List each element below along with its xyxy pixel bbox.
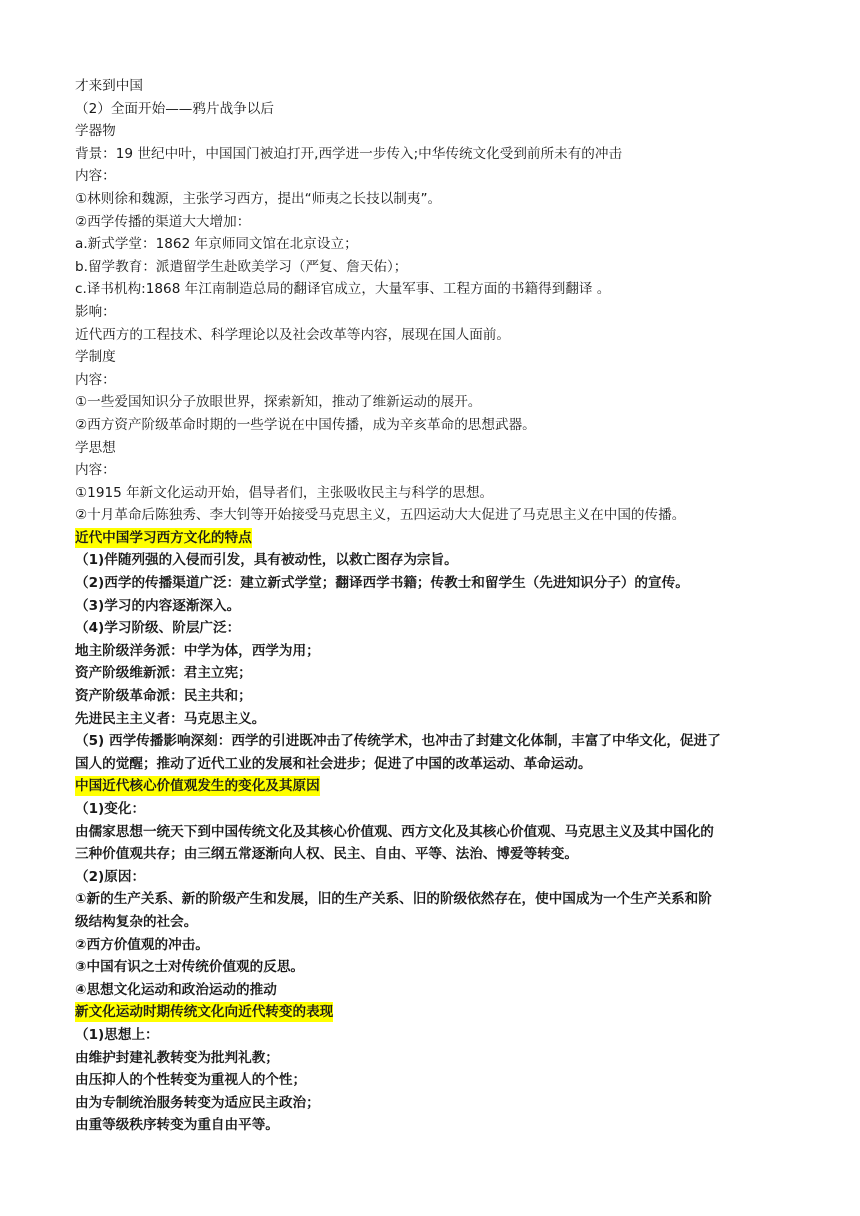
- text-line: [75, 798, 795, 821]
- text-line: [75, 391, 795, 414]
- text-line: [75, 301, 795, 324]
- text-line-content: 资产阶级革命派：民主共和；: [75, 688, 252, 705]
- text-line-content: （1)变化：: [75, 801, 146, 817]
- text-line: [75, 120, 795, 143]
- text-line-content: 影响：: [75, 303, 116, 320]
- text-line-content: （3)学习的内容逐渐深入。: [75, 597, 241, 614]
- text-line: [75, 278, 795, 301]
- text-line-content: 背景：19 世纪中叶，中国国门被迫打开,西学进一步传入;中华传统文化受到前所未有的冲击: [75, 145, 623, 162]
- text-line: [75, 640, 795, 663]
- text-line-content: 地主阶级洋务派：中学为体，西学为用；: [75, 642, 320, 659]
- text-line-content: 国人的觉醒；推动了近代工业的发展和社会进步；促进了中国的改革运动、革命运动。: [75, 755, 592, 772]
- section-heading-text: 新文化运动时期传统文化向近代转变的表现: [75, 1004, 334, 1021]
- text-line: [75, 617, 795, 640]
- text-line: [75, 1069, 795, 1092]
- text-line-content: 学制度: [75, 349, 116, 366]
- text-line: [75, 730, 795, 753]
- text-line-content: （5) 西学传播影响深刻：西学的引进既冲击了传统学术，也冲击了封建文化体制，丰富了中华文化，促进了: [75, 733, 721, 750]
- text-line: [75, 708, 795, 731]
- text-line: [75, 549, 795, 572]
- text-line: [75, 324, 795, 347]
- text-line: [75, 662, 795, 685]
- text-line: [75, 821, 795, 844]
- text-line: [75, 595, 795, 618]
- section-heading: [75, 527, 795, 550]
- text-line-content: （2)原因：: [75, 868, 146, 885]
- text-line-content: 级结构复杂的社会。: [75, 913, 198, 930]
- text-line-content: 内容：: [75, 371, 116, 388]
- text-line-content: b.留学教育：派遣留学生赴欧美学习（严复、詹天佑）；: [75, 258, 408, 275]
- text-line: [75, 979, 795, 1002]
- text-line: [75, 256, 795, 279]
- text-line-content: 学器物: [75, 123, 116, 140]
- text-line-content: （1)思想上：: [75, 1026, 159, 1043]
- text-line-content: 内容：: [75, 168, 116, 185]
- text-line-content: ①一些爱国知识分子放眼世界，探索新知，推动了维新运动的展开。: [75, 394, 482, 411]
- text-line: [75, 437, 795, 460]
- text-line: [75, 843, 795, 866]
- text-line-content: 内容：: [75, 462, 116, 479]
- text-line-content: 学思想: [75, 439, 116, 456]
- text-line-content: ④思想文化运动和政治运动的推动: [75, 981, 277, 998]
- text-line: [75, 866, 795, 889]
- text-line: [75, 233, 795, 256]
- text-line-content: ①林则徐和魏源，主张学习西方，提出“师夷之长技以制夷”。: [75, 190, 442, 207]
- text-line: [75, 934, 795, 957]
- text-line: [75, 143, 795, 166]
- text-line-content: （2)西学的传播渠道广泛：建立新式学堂；翻译西学书籍；传教士和留学生（先进知识分子）的宣传。: [75, 575, 689, 592]
- text-line-content: 先进民主主义者：马克思主义。: [75, 710, 266, 727]
- text-line-content: 近代西方的工程技术、科学理论以及社会改革等内容，展现在国人面前。: [75, 326, 510, 343]
- text-line: [75, 188, 795, 211]
- text-line: [75, 75, 795, 98]
- text-line-content: 由维护封建礼教转变为批判礼教；: [75, 1049, 279, 1066]
- text-line: [75, 911, 795, 934]
- text-line: [75, 165, 795, 188]
- text-line: [75, 459, 795, 482]
- text-line: [75, 685, 795, 708]
- text-line-content: （2）全面开始——鸦片战争以后: [75, 100, 274, 117]
- text-line-content: 三种价值观共存；由三纲五常逐渐向人权、民主、自由、平等、法治、博爱等转变。: [75, 846, 578, 863]
- text-line: [75, 1092, 795, 1115]
- text-line: [75, 888, 795, 911]
- text-line-content: 由为专制统治服务转变为适应民主政治；: [75, 1094, 320, 1111]
- text-line: [75, 753, 795, 776]
- section-heading-text: 中国近代核心价值观发生的变化及其原因: [75, 778, 320, 795]
- text-line: [75, 414, 795, 437]
- text-line-content: 由压抑人的个性转变为重视人的个性；: [75, 1072, 307, 1089]
- text-line: [75, 572, 795, 595]
- text-line-content: ①新的生产关系、新的阶级产生和发展，旧的生产关系、旧的阶级依然存在，使中国成为一个生产关系和阶: [75, 891, 712, 908]
- text-line: [75, 504, 795, 527]
- text-line-content: （4)学习阶级、阶层广泛：: [75, 620, 241, 637]
- text-line-content: （1)伴随列强的入侵而引发，具有被动性，以救亡图存为宗旨。: [75, 552, 458, 569]
- text-line-content: 资产阶级维新派：君主立宪；: [75, 665, 252, 682]
- text-line-content: a.新式学堂：1862 年京师同文馆在北京设立；: [75, 236, 358, 253]
- text-line: [75, 346, 795, 369]
- text-line-content: 由儒家思想一统天下到中国传统文化及其核心价值观、西方文化及其核心价值观、马克思主义及其中国化的: [75, 823, 714, 840]
- text-line: [75, 1024, 795, 1047]
- text-line: [75, 211, 795, 234]
- text-line-content: 才来到中国: [75, 78, 143, 94]
- text-line-content: c.译书机构:1868 年江南制造总局的翻译官成立，大量军事、工程方面的书籍得到翻译 。: [75, 281, 611, 298]
- text-line-content: ②西方价值观的冲击。: [75, 936, 209, 953]
- text-line: [75, 1047, 795, 1070]
- text-line-content: ①1915 年新文化运动开始，倡导者们，主张吸收民主与科学的思想。: [75, 484, 494, 501]
- text-line: [75, 482, 795, 505]
- text-line-content: 由重等级秩序转变为重自由平等。: [75, 1117, 279, 1134]
- text-line: [75, 956, 795, 979]
- text-line: [75, 1114, 795, 1137]
- section-heading-text: 近代中国学习西方文化的特点: [75, 529, 252, 546]
- text-line-content: ②西方资产阶级革命时期的一些学说在中国传播，成为辛亥革命的思想武器。: [75, 416, 536, 433]
- text-line: [75, 98, 795, 121]
- document-page: [75, 75, 795, 1137]
- text-line-content: ③中国有识之士对传统价值观的反思。: [75, 959, 305, 976]
- section-heading: [75, 1001, 795, 1024]
- text-line-content: ②十月革命后陈独秀、李大钊等开始接受马克思主义，五四运动大大促进了马克思主义在中国的传播。: [75, 507, 686, 524]
- text-line-content: ②西学传播的渠道大大增加：: [75, 213, 251, 230]
- text-line: [75, 369, 795, 392]
- section-heading: [75, 775, 795, 798]
